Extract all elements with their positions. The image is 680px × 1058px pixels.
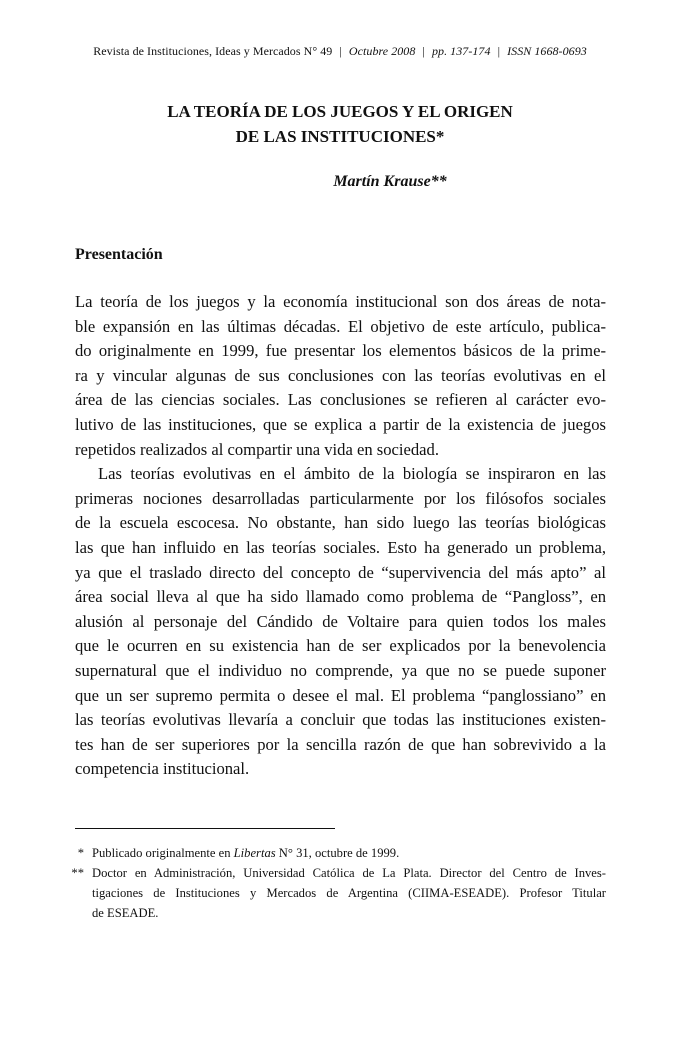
footnote — [60, 843, 606, 863]
text-line: repetidos realizados al compartir una vida en sociedad. — [75, 439, 439, 459]
footnote-line: de ESEADE. — [92, 906, 159, 920]
footnote-line: Doctor en Administración, Universidad Católica de La Plata. Director del Centro de Inves- — [92, 866, 606, 880]
separator: | — [497, 44, 501, 58]
section-heading: Presentación — [75, 246, 163, 263]
footnote-text — [92, 863, 606, 923]
text-line: ra y vincular algunas de sus conclusiones con las teorías evolutivas en el — [75, 365, 606, 385]
text-line: ble expansión en las últimas décadas. El objetivo de este artículo, publica- — [75, 316, 606, 336]
separator: | — [339, 44, 342, 58]
text-line: las teorías evolutivas llevaría a concluir que todas las instituciones existen- — [75, 710, 606, 730]
text-line: tes han de ser superiores por la sencilla razón de que han sobrevivido a la — [75, 734, 606, 754]
title-line: DE LAS INSTITUCIONES* — [235, 127, 445, 146]
article-title — [0, 99, 680, 149]
text-line: que un ser supremo permita o desee el mal. El problema “panglossiano” en — [75, 685, 606, 705]
paragraph — [75, 290, 606, 462]
text-line: área social lleva al que ha sido llamado como problema de “Pangloss”, en — [75, 587, 606, 607]
footnotes — [60, 843, 606, 923]
text-line: La teoría de los juegos y la economía institucional son dos áreas de nota- — [75, 292, 606, 311]
text-line: que le ocurren en su existencia han de ser explicados por la benevolencia — [75, 636, 606, 656]
journal-name: Revista de Instituciones, Ideas y Mercados N° 49 — [93, 44, 333, 58]
page-range: pp. 137-174 — [431, 44, 491, 58]
text-line: Las teorías evolutivas en el ámbito de la biología se inspiraron en las — [98, 464, 606, 484]
publication-name: Libertas — [233, 846, 276, 860]
footnote-divider — [75, 828, 335, 829]
text-line: do originalmente en 1999, fue presentar los elementos básicos de la prime- — [75, 341, 606, 361]
separator: | — [422, 44, 425, 58]
text-line: primeras nociones desarrolladas particularmente por los filósofos sociales — [75, 488, 606, 508]
title-line: LA TEORÍA DE LOS JUEGOS Y EL ORIGEN — [167, 102, 513, 121]
text-line: lutivo de las instituciones, que se explica a partir de la existencia de juegos — [75, 414, 606, 434]
footnote-text-part: N° 31, octubre de 1999. — [275, 846, 400, 860]
footnote-text-part: Publicado originalmente en — [92, 846, 234, 860]
text-line: área de las ciencias sociales. Las conclusiones se refieren al carácter evo- — [75, 390, 606, 410]
issn: ISSN 1668-0693 — [507, 44, 587, 58]
paragraph — [75, 462, 606, 782]
text-line: ya que el traslado directo del concepto de “supervivencia del más apto” al — [75, 562, 606, 582]
author-name: Martín Krause** — [333, 173, 447, 190]
footnote-marker: ** — [71, 866, 84, 880]
footnote-line: tigaciones de Instituciones y Mercados de Argentina (CIIMA-ESEADE). Profesor Titular — [92, 886, 606, 900]
text-line: competencia institucional. — [75, 759, 250, 779]
issue-date: Octubre 2008 — [348, 44, 416, 58]
text-line: de la escuela escocesa. No obstante, han sido luego las teorías biológicas — [75, 513, 606, 533]
footnote-text — [92, 843, 606, 863]
running-head — [60, 44, 620, 59]
footnote-marker: * — [77, 846, 84, 860]
footnote — [60, 863, 606, 923]
footnote-line — [92, 843, 606, 863]
text-line: las que han influido en las teorías sociales. Esto ha generado un problema, — [75, 537, 606, 557]
text-line: supernatural que el individuo no comprende, ya que no se puede suponer — [75, 660, 606, 680]
text-line: alusión al personaje del Cándido de Voltaire para quien todos los males — [75, 611, 606, 631]
body-text — [75, 290, 606, 782]
